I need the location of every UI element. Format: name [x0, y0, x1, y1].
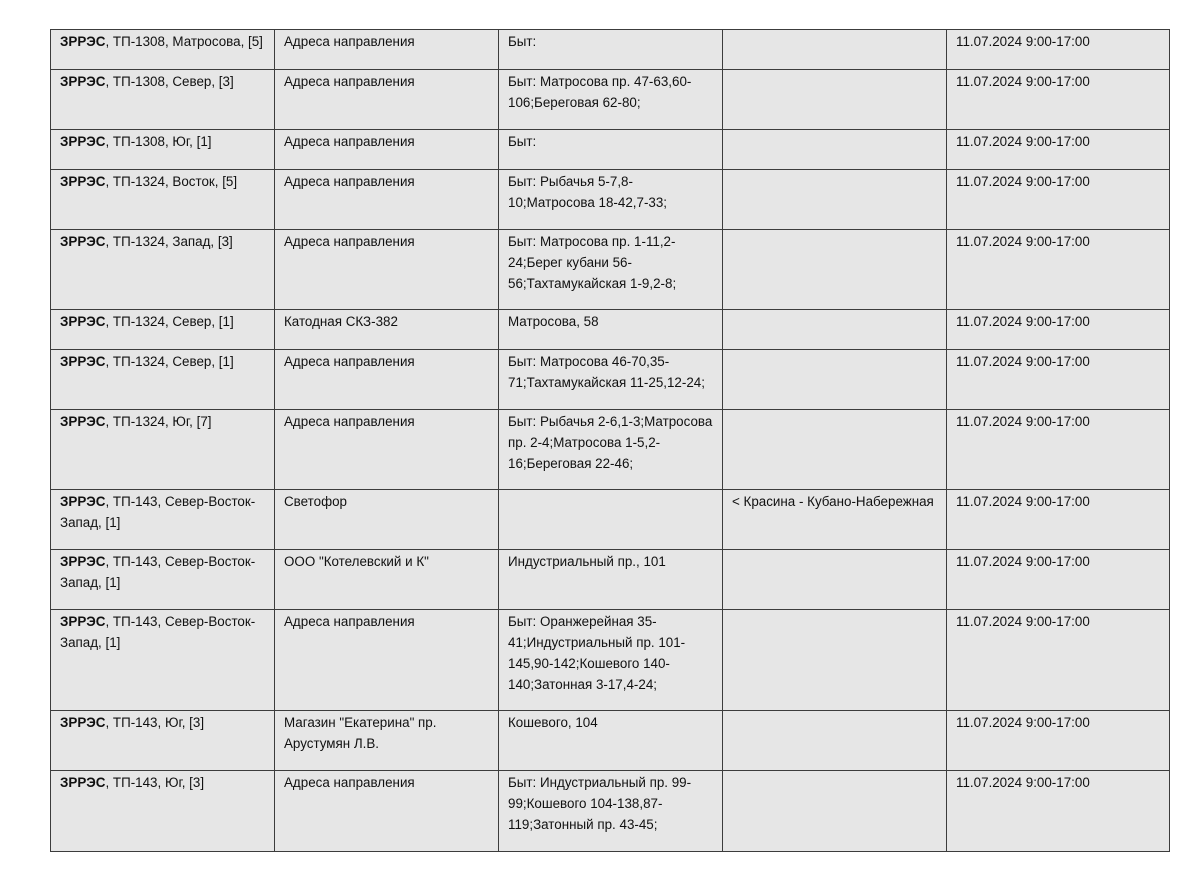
table-row	[51, 70, 1170, 130]
location-cell	[51, 130, 275, 170]
organization-name: ЗРРЭС	[60, 134, 106, 149]
substation-location: , ТП-1308, Юг, [1]	[105, 134, 212, 149]
outage-schedule-table	[50, 29, 1170, 852]
consumer-cell	[275, 30, 499, 70]
street-section-cell	[723, 610, 947, 711]
consumer-text: Адреса направления	[284, 414, 415, 429]
outage-time-cell	[947, 490, 1170, 550]
table-row	[51, 410, 1170, 490]
outage-time-text: 11.07.2024 9:00-17:00	[956, 354, 1090, 369]
location-text	[60, 550, 266, 593]
addresses-cell	[499, 30, 723, 70]
consumer-cell	[275, 130, 499, 170]
consumer-text: Адреса направления	[284, 775, 415, 790]
location-cell	[51, 711, 275, 771]
outage-time-cell	[947, 410, 1170, 490]
street-section-text	[732, 350, 938, 351]
consumer-cell	[275, 410, 499, 490]
location-cell	[51, 30, 275, 70]
outage-time-cell	[947, 550, 1170, 610]
consumer-text: Адреса направления	[284, 34, 415, 49]
addresses-cell	[499, 310, 723, 350]
consumer-cell	[275, 310, 499, 350]
outage-time-cell	[947, 130, 1170, 170]
outage-time-cell	[947, 610, 1170, 711]
outage-time-text: 11.07.2024 9:00-17:00	[956, 134, 1090, 149]
addresses-cell	[499, 230, 723, 310]
location-text	[60, 490, 266, 533]
outage-time-text: 11.07.2024 9:00-17:00	[956, 494, 1090, 509]
outage-time-cell	[947, 30, 1170, 70]
substation-location: , ТП-143, Юг, [3]	[105, 715, 205, 730]
organization-name: ЗРРЭС	[60, 234, 106, 249]
location-text	[60, 130, 266, 152]
addresses-text: Быт:	[508, 134, 537, 149]
street-section-text	[732, 230, 938, 231]
organization-name: ЗРРЭС	[60, 775, 106, 790]
location-text	[60, 771, 266, 793]
consumer-cell	[275, 490, 499, 550]
addresses-text	[508, 490, 714, 491]
substation-location: , ТП-143, Север-Восток-Запад, [1]	[60, 494, 256, 530]
organization-name: ЗРРЭС	[60, 174, 106, 189]
outage-time-text: 11.07.2024 9:00-17:00	[956, 554, 1090, 569]
organization-name: ЗРРЭС	[60, 715, 106, 730]
street-section-cell	[723, 230, 947, 310]
street-section-text	[732, 771, 938, 772]
addresses-cell	[499, 410, 723, 490]
street-section-cell	[723, 130, 947, 170]
street-section-cell	[723, 410, 947, 490]
substation-location: , ТП-143, Север-Восток-Запад, [1]	[60, 614, 256, 650]
substation-location: , ТП-1324, Север, [1]	[105, 314, 234, 329]
outage-time-text: 11.07.2024 9:00-17:00	[956, 414, 1090, 429]
addresses-text: Быт: Рыбачья 5-7,8-10;Матросова 18-42,7-33;	[508, 174, 668, 210]
outage-time-text: 11.07.2024 9:00-17:00	[956, 34, 1090, 49]
consumer-text: ООО "Котелевский и К"	[284, 554, 429, 569]
outage-schedule-page	[50, 29, 1169, 852]
consumer-cell	[275, 70, 499, 130]
location-cell	[51, 310, 275, 350]
consumer-cell	[275, 230, 499, 310]
location-cell	[51, 350, 275, 410]
location-text	[60, 350, 266, 372]
outage-time-cell	[947, 711, 1170, 771]
substation-location: , ТП-1308, Матросова, [5]	[105, 34, 263, 49]
outage-time-cell	[947, 230, 1170, 310]
outage-time-cell	[947, 771, 1170, 852]
addresses-cell	[499, 170, 723, 230]
addresses-cell	[499, 70, 723, 130]
outage-time-text: 11.07.2024 9:00-17:00	[956, 614, 1090, 629]
location-cell	[51, 490, 275, 550]
outage-time-text: 11.07.2024 9:00-17:00	[956, 174, 1090, 189]
table-row	[51, 490, 1170, 550]
location-cell	[51, 70, 275, 130]
location-cell	[51, 550, 275, 610]
substation-location: , ТП-1324, Юг, [7]	[105, 414, 212, 429]
outage-time-text: 11.07.2024 9:00-17:00	[956, 715, 1090, 730]
addresses-cell	[499, 711, 723, 771]
substation-location: , ТП-143, Север-Восток-Запад, [1]	[60, 554, 256, 590]
street-section-text	[732, 170, 938, 171]
consumer-text: Адреса направления	[284, 354, 415, 369]
outage-time-cell	[947, 70, 1170, 130]
street-section-cell	[723, 310, 947, 350]
organization-name: ЗРРЭС	[60, 414, 106, 429]
table-row	[51, 310, 1170, 350]
organization-name: ЗРРЭС	[60, 314, 106, 329]
location-cell	[51, 610, 275, 711]
street-section-cell	[723, 711, 947, 771]
organization-name: ЗРРЭС	[60, 354, 106, 369]
addresses-cell	[499, 350, 723, 410]
location-cell	[51, 771, 275, 852]
location-text	[60, 410, 266, 432]
street-section-text	[732, 610, 938, 611]
consumer-cell	[275, 711, 499, 771]
addresses-text: Быт:	[508, 34, 537, 49]
street-section-text	[732, 410, 938, 411]
street-section-cell	[723, 490, 947, 550]
consumer-cell	[275, 771, 499, 852]
consumer-text: Катодная СКЗ-382	[284, 314, 398, 329]
substation-location: , ТП-143, Юг, [3]	[105, 775, 205, 790]
outage-time-text: 11.07.2024 9:00-17:00	[956, 74, 1090, 89]
location-text	[60, 70, 266, 92]
consumer-cell	[275, 350, 499, 410]
table-row	[51, 550, 1170, 610]
street-section-cell	[723, 771, 947, 852]
street-section-cell	[723, 70, 947, 130]
location-text	[60, 230, 266, 252]
location-cell	[51, 410, 275, 490]
outage-time-text: 11.07.2024 9:00-17:00	[956, 775, 1090, 790]
addresses-text: Быт: Индустриальный пр. 99-99;Кошевого 104-138,87-119;Затонный пр. 43-45;	[508, 775, 692, 832]
organization-name: ЗРРЭС	[60, 554, 106, 569]
addresses-cell	[499, 610, 723, 711]
street-section-text	[732, 30, 938, 31]
street-section-text	[732, 130, 938, 131]
substation-location: , ТП-1324, Восток, [5]	[105, 174, 238, 189]
consumer-text: Светофор	[284, 494, 347, 509]
consumer-text: Адреса направления	[284, 614, 415, 629]
street-section-text	[732, 711, 938, 712]
location-text	[60, 711, 266, 733]
table-row	[51, 30, 1170, 70]
table-row	[51, 170, 1170, 230]
consumer-text: Адреса направления	[284, 174, 415, 189]
consumer-text: Адреса направления	[284, 234, 415, 249]
addresses-cell	[499, 130, 723, 170]
street-section-text	[732, 550, 938, 551]
addresses-cell	[499, 490, 723, 550]
street-section-cell	[723, 30, 947, 70]
street-section-cell	[723, 550, 947, 610]
addresses-text: Индустриальный пр., 101	[508, 554, 666, 569]
organization-name: ЗРРЭС	[60, 34, 106, 49]
location-text	[60, 310, 266, 332]
substation-location: , ТП-1324, Север, [1]	[105, 354, 234, 369]
addresses-cell	[499, 550, 723, 610]
organization-name: ЗРРЭС	[60, 74, 106, 89]
table-row	[51, 350, 1170, 410]
consumer-cell	[275, 610, 499, 711]
street-section-cell	[723, 170, 947, 230]
addresses-cell	[499, 771, 723, 852]
consumer-cell	[275, 170, 499, 230]
outage-time-cell	[947, 310, 1170, 350]
outage-time-text: 11.07.2024 9:00-17:00	[956, 234, 1090, 249]
organization-name: ЗРРЭС	[60, 614, 106, 629]
table-row	[51, 230, 1170, 310]
outage-time-cell	[947, 350, 1170, 410]
addresses-text: Матросова, 58	[508, 314, 599, 329]
location-cell	[51, 230, 275, 310]
street-section-text	[732, 310, 938, 311]
addresses-text: Быт: Оранжерейная 35-41;Индустриальный пр. 101-145,90-142;Кошевого 140-140;Затонная 3-17,4-24;	[508, 614, 686, 692]
location-text	[60, 30, 266, 52]
table-row	[51, 711, 1170, 771]
location-cell	[51, 170, 275, 230]
location-text	[60, 170, 266, 192]
addresses-text: Кошевого, 104	[508, 715, 598, 730]
consumer-text: Адреса направления	[284, 134, 415, 149]
street-section-text	[732, 70, 938, 71]
table-row	[51, 610, 1170, 711]
outage-time-cell	[947, 170, 1170, 230]
addresses-text: Быт: Матросова пр. 47-63,60-106;Береговая 62-80;	[508, 74, 692, 110]
substation-location: , ТП-1308, Север, [3]	[105, 74, 234, 89]
street-section-cell	[723, 350, 947, 410]
substation-location: , ТП-1324, Запад, [3]	[105, 234, 233, 249]
table-row	[51, 130, 1170, 170]
consumer-cell	[275, 550, 499, 610]
addresses-text: Быт: Матросова пр. 1-11,2-24;Берег кубани 56-56;Тахтамукайская 1-9,2-8;	[508, 234, 677, 291]
organization-name: ЗРРЭС	[60, 494, 106, 509]
consumer-text: Магазин "Екатерина" пр. Арустумян Л.В.	[284, 715, 437, 751]
table-body	[51, 30, 1170, 852]
location-text	[60, 610, 266, 653]
table-row	[51, 771, 1170, 852]
addresses-text: Быт: Матросова 46-70,35-71;Тахтамукайская 11-25,12-24;	[508, 354, 705, 390]
consumer-text: Адреса направления	[284, 74, 415, 89]
addresses-text: Быт: Рыбачья 2-6,1-3;Матросова пр. 2-4;Матросова 1-5,2-16;Береговая 22-46;	[508, 414, 713, 471]
outage-time-text: 11.07.2024 9:00-17:00	[956, 314, 1090, 329]
street-section-text: < Красина - Кубано-Набережная	[732, 494, 934, 509]
